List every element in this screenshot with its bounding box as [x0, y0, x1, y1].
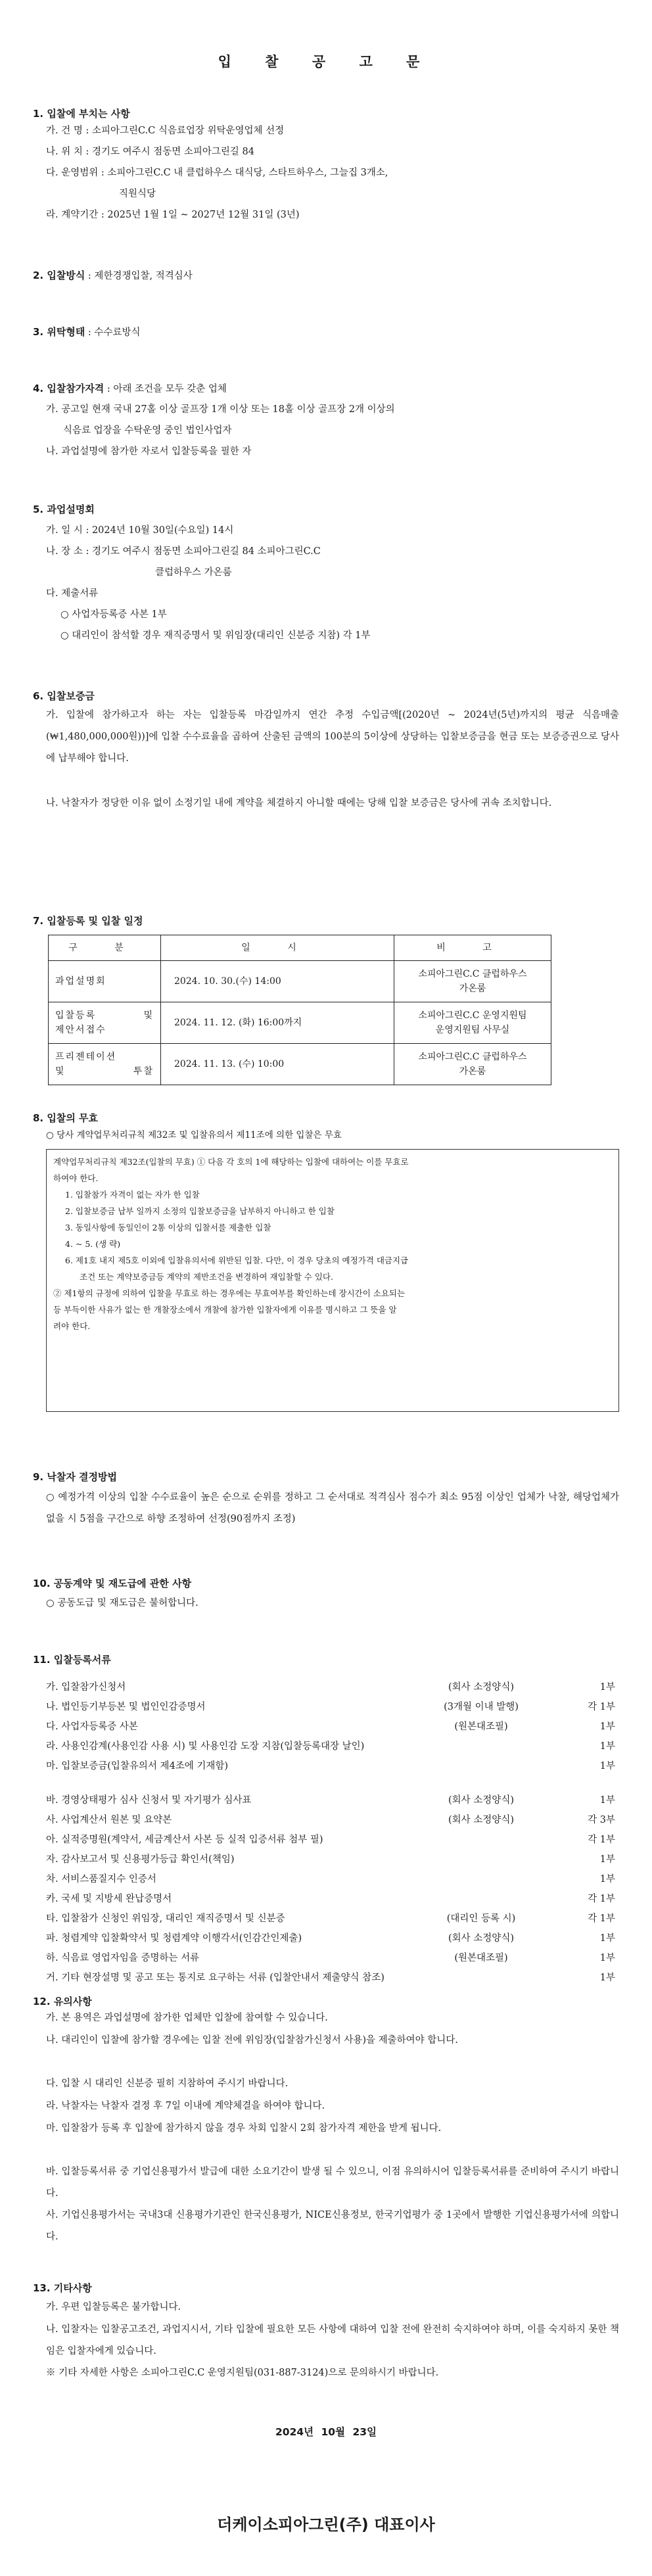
s5-line-1: 가. 일 시 : 2024년 10월 30일(수요일) 14시	[46, 525, 234, 536]
document-title: 입 찰 공 고 문	[218, 53, 434, 70]
s1-line-4: 직원식당	[119, 189, 156, 199]
doc-label: 아. 실적증명원(계약서, 세금계산서 사본 등 실적 입증서류 첨부 필)	[46, 1835, 323, 1845]
box-line: 1. 입찰참가 자격이 없는 자가 한 입찰	[65, 1190, 200, 1200]
doc-form: (회사 소정양식)	[448, 1795, 514, 1806]
section-2-heading: 2. 입찰방식	[33, 269, 85, 281]
doc-form: (대리인 등록 시)	[446, 1913, 516, 1924]
doc-label: 거. 기타 현장설명 및 공고 또는 통지로 요구하는 서류 (입찰안내서 제출양식 참조)	[46, 1973, 384, 1983]
table-cell-note	[394, 1044, 551, 1085]
box-line: 6. 제1호 내지 제5호 이외에 입찰유의서에 위반된 입찰. 다만, 이 경우 당초의 예정가격 대금지급	[65, 1255, 409, 1265]
doc-label: 차. 서비스품질지수 인증서	[46, 1874, 156, 1885]
table-cell-label	[49, 1044, 161, 1085]
s6-para-2: 나. 낙찰자가 정당한 이유 없이 소정기일 내에 계약을 체결하지 아니할 때에는 당해 입찰 보증금은 당사에 귀속 조치합니다.	[46, 798, 552, 808]
note-line: 가온룸	[459, 1066, 486, 1077]
section-2	[33, 268, 193, 283]
s12-item-5: 마. 입찰참가 등록 후 입찰에 참가하지 않을 경우 차회 입찰시 2회 참가자격 제한을 받게 됩니다.	[46, 2123, 442, 2134]
doc-label: 나. 법인등기부등본 및 법인인감증명서	[46, 1702, 206, 1712]
s4-line-1: 가. 공고일 현재 국내 27홀 이상 골프장 1개 이상 또는 18홀 이상 골프장 2개 이상의	[46, 404, 395, 415]
box-line: 3. 동일사항에 동일인이 2통 이상의 입찰서를 제출한 입찰	[65, 1223, 271, 1232]
box-line: 2. 입찰보증금 납부 일까지 소정의 입찰보증금을 납부하지 아니하고 한 입찰	[65, 1206, 335, 1216]
s13-item-2: 나. 입찰자는 입찰공고조건, 과업지시서, 기타 입찰에 필요한 모든 사항에 대하여 입찰 전에 완전히 숙지하여야 하며, 이를 숙지하지 못한 책임은 입찰자에게 있습니다.	[46, 2324, 619, 2356]
table-cell-note	[394, 961, 551, 1002]
doc-qty: 1부	[599, 1721, 615, 1732]
doc-label: 사. 사업계산서 원본 및 요약본	[46, 1815, 172, 1825]
table-cell-date: 2024. 11. 13. (수) 10:00	[161, 1044, 394, 1085]
s12-item-7: 사. 기업신용평가서는 국내3대 신용평가기관인 한국신용평가, NICE신용정보, 한국기업평가 중 1곳에서 발행한 기업신용평가서에 의합니다.	[46, 2210, 619, 2242]
table-row	[49, 1002, 551, 1044]
doc-label: 하. 식음료 영업자임을 증명하는 서류	[46, 1953, 200, 1963]
doc-qty: 1부	[599, 1973, 615, 1983]
note-line: 소피아그린C.C 클럽하우스	[418, 1052, 527, 1062]
doc-qty: 각 3부	[588, 1815, 615, 1825]
s9-para: ○ 예정가격 이상의 입찰 수수료율이 높은 순으로 순위를 정하고 그 순서대로 적격심사 점수가 최소 95점 이상인 업체가 낙찰, 해당업체가 없을 시 5점을 구간으로 하향 조정하여 선정(90점까지 조정)	[46, 1492, 619, 1524]
note-line: 소피아그린C.C 클럽하우스	[418, 969, 527, 979]
box-line: 려야 한다.	[53, 1321, 91, 1331]
doc-qty: 1부	[599, 1874, 615, 1885]
doc-form: (원본대조필)	[454, 1721, 508, 1732]
doc-label: 다. 사업자등록증 사본	[46, 1721, 138, 1732]
s13-item-1: 가. 우편 입찰등록은 불가합니다.	[46, 2302, 181, 2312]
table-cell-label	[49, 1002, 161, 1044]
label-line: 입찰등록 및	[55, 1010, 154, 1021]
box-line: 등 부득이한 사유가 없는 한 개찰장소에서 개찰에 참가한 입찰자에게 이유를 명시하고 그 뜻을 알	[53, 1305, 397, 1315]
doc-label: 라. 사용인감계(사용인감 사용 시) 및 사용인감 도장 지참(입찰등록대장 날인)	[46, 1741, 365, 1752]
doc-form: (회사 소정양식)	[448, 1933, 514, 1944]
doc-form: (원본대조필)	[454, 1953, 508, 1963]
doc-form: (회사 소정양식)	[448, 1682, 514, 1693]
s6-para-1: 가. 입찰에 참가하고자 하는 자는 입찰등록 마감일까지 연간 추정 수입금액[(2020년 ~ 2024년(5년)까지의 평균 식음매출(₩1,480,000,000원))]에 입찰 수수료율을 곱하여 산출된 금액의 100분의 5이상에 상당하는 입찰보증금을 현금 또는 보증증권으로 당사에 납부해야 합니다.	[46, 710, 619, 764]
s12-item-2: 나. 대리인이 입찰에 참가할 경우에는 입찰 전에 위임장(입찰참가신청서 사용)을 제출하여야 합니다.	[46, 2035, 458, 2046]
s5-line-6: ○ 대리인이 참석할 경우 재직증명서 및 위임장(대리인 신분증 지참) 각 1부	[60, 630, 371, 641]
section-11-heading: 11. 입찰등록서류	[33, 1654, 111, 1666]
table-header-cell: 일 시	[161, 935, 394, 961]
doc-label: 마. 입찰보증금(입찰유의서 제4조에 기재함)	[46, 1761, 229, 1771]
section-4-heading: 4. 입찰참가자격	[33, 383, 105, 394]
table-header-row	[49, 935, 551, 961]
doc-qty: 1부	[599, 1953, 615, 1963]
table-cell-date: 2024. 10. 30.(수) 14:00	[161, 961, 394, 1002]
regulation-box	[46, 1149, 619, 1412]
doc-qty: 각 1부	[588, 1913, 615, 1924]
box-line: 하여야 한다.	[53, 1173, 99, 1183]
note-line: 가온룸	[459, 983, 486, 994]
section-13-heading: 13. 기타사항	[33, 2282, 92, 2294]
section-10-heading: 10. 공동계약 및 재도급에 관한 사항	[33, 1578, 192, 1589]
box-line: 4. ~ 5. (생 략)	[65, 1239, 121, 1249]
doc-label: 가. 입찰참가신청서	[46, 1682, 126, 1693]
doc-qty: 1부	[599, 1682, 615, 1693]
section-3-heading: 3. 위탁형태	[33, 326, 85, 338]
section-7-heading: 7. 입찰등록 및 입찰 일정	[33, 915, 143, 927]
s5-line-4: 다. 제출서류	[46, 588, 99, 599]
s12-item-4: 라. 낙찰자는 낙찰자 결정 후 7일 이내에 계약체결을 하여야 합니다.	[46, 2101, 325, 2111]
schedule-table	[48, 935, 551, 1085]
section-9-heading: 9. 낙찰자 결정방법	[33, 1471, 118, 1483]
doc-qty: 각 1부	[588, 1894, 615, 1904]
company-signature: 더케이소피아그린(주) 대표이사	[217, 2516, 435, 2534]
note-line: 소피아그린C.C 운영지원팀	[418, 1010, 527, 1021]
doc-qty: 1부	[599, 1795, 615, 1806]
label-line: 및 투찰	[55, 1066, 154, 1077]
doc-label: 카. 국세 및 지방세 완납증명서	[46, 1894, 172, 1904]
section-4-text: : 아래 조건을 모두 갖춘 업체	[104, 384, 227, 394]
box-line: ② 제1항의 규정에 의하여 입찰을 무효로 하는 경우에는 무효여부를 확인하는데 장시간이 소요되는	[53, 1288, 406, 1298]
table-row	[49, 961, 551, 1002]
table-row	[49, 1044, 551, 1085]
section-6-heading: 6. 입찰보증금	[33, 690, 95, 702]
doc-label: 파. 청렴계약 입찰확약서 및 청렴계약 이행각서(인감간인제출)	[46, 1933, 302, 1944]
section-5-heading: 5. 과업설명회	[33, 503, 95, 515]
section-8-heading: 8. 입찰의 무효	[33, 1112, 99, 1124]
label-line: 프리젠테이션	[55, 1052, 117, 1062]
s5-line-3: 클럽하우스 가온룸	[155, 567, 232, 578]
table-cell-date: 2024. 11. 12. (화) 16:00까지	[161, 1002, 394, 1044]
box-line: 조건 또는 계약보증금등 계약의 제반조건을 변경하여 재입찰할 수 있다.	[80, 1272, 333, 1282]
s1-line-5: 라. 계약기간 : 2025년 1월 1일 ~ 2027년 12월 31일 (3년)	[46, 210, 300, 220]
s4-line-2: 식음료 업장을 수탁운영 중인 법인사업자	[63, 425, 232, 436]
box-line: 계약업무처리규칙 제32조(입찰의 무효) ① 다음 각 호의 1에 해당하는 입찰에 대하여는 이를 무효로	[53, 1157, 409, 1167]
section-3-text: : 수수료방식	[85, 327, 141, 338]
s10-text: ○ 공동도급 및 재도급은 불허합니다.	[46, 1598, 198, 1608]
doc-qty: 각 1부	[588, 1835, 615, 1845]
s13-item-3: ※ 기타 자세한 사항은 소피아그린C.C 운영지원팀(031-887-3124)으로 문의하시기 바랍니다.	[46, 2368, 439, 2378]
section-3	[33, 325, 140, 340]
table-header-cell: 구 분	[49, 935, 161, 961]
doc-form: (회사 소정양식)	[448, 1815, 514, 1825]
note-line: 운영지원팀 사무실	[435, 1025, 510, 1035]
section-2-text: : 제한경쟁입찰, 적격심사	[85, 271, 193, 281]
s4-line-3: 나. 과업설명에 참가한 자로서 입찰등록을 필한 자	[46, 446, 252, 457]
label-line: 제안서접수	[55, 1025, 106, 1035]
s1-line-2: 나. 위 치 : 경기도 여주시 점동면 소피아그린길 84	[46, 147, 254, 157]
doc-qty: 1부	[599, 1933, 615, 1944]
announcement-date: 2024년 10월 23일	[275, 2426, 377, 2438]
section-12-heading: 12. 유의사항	[33, 1996, 92, 2007]
section-4	[33, 381, 227, 396]
table-header-cell: 비 고	[394, 935, 551, 961]
table-cell-note	[394, 1002, 551, 1044]
doc-label: 바. 경영상태평가 심사 신청서 및 자기평가 심사표	[46, 1795, 252, 1806]
s5-line-2: 나. 장 소 : 경기도 여주시 점동면 소피아그린길 84 소피아그린C.C	[46, 546, 321, 557]
doc-form: (3개월 이내 발행)	[444, 1702, 519, 1712]
doc-qty: 1부	[599, 1761, 615, 1771]
doc-label: 타. 입찰참가 신청인 위임장, 대리인 재직증명서 및 신분증	[46, 1913, 285, 1924]
s1-line-3: 다. 운영범위 : 소피아그린C.C 내 클럽하우스 대식당, 스타트하우스, 그늘집 3개소,	[46, 168, 388, 178]
doc-label: 자. 감사보고서 및 신용평가등급 확인서(책임)	[46, 1854, 235, 1865]
s8-intro: ○ 당사 계약업무처리규칙 제32조 및 입찰유의서 제11조에 의한 입찰은 무효	[46, 1130, 342, 1140]
s5-line-5: ○ 사업자등록증 사본 1부	[60, 609, 167, 620]
s1-line-1: 가. 건 명 : 소피아그린C.C 식음료업장 위탁운영업체 선정	[46, 126, 285, 136]
doc-qty: 1부	[599, 1741, 615, 1752]
s12-item-6: 바. 입찰등록서류 중 기업신용평가서 발급에 대한 소요기간이 발생 될 수 있으니, 이점 유의하시어 입찰등록서류를 준비하여 주시기 바랍니다.	[46, 2166, 619, 2199]
doc-qty: 1부	[599, 1854, 615, 1865]
s12-item-1: 가. 본 용역은 과업설명에 참가한 업체만 입찰에 참여할 수 있습니다.	[46, 2013, 328, 2023]
table-cell-label: 과업설명회	[49, 961, 161, 1002]
doc-qty: 각 1부	[588, 1702, 615, 1712]
s12-item-3: 다. 입찰 시 대리인 신분증 필히 지참하여 주시기 바랍니다.	[46, 2078, 289, 2089]
section-1-heading: 1. 입찰에 부치는 사항	[33, 108, 130, 120]
